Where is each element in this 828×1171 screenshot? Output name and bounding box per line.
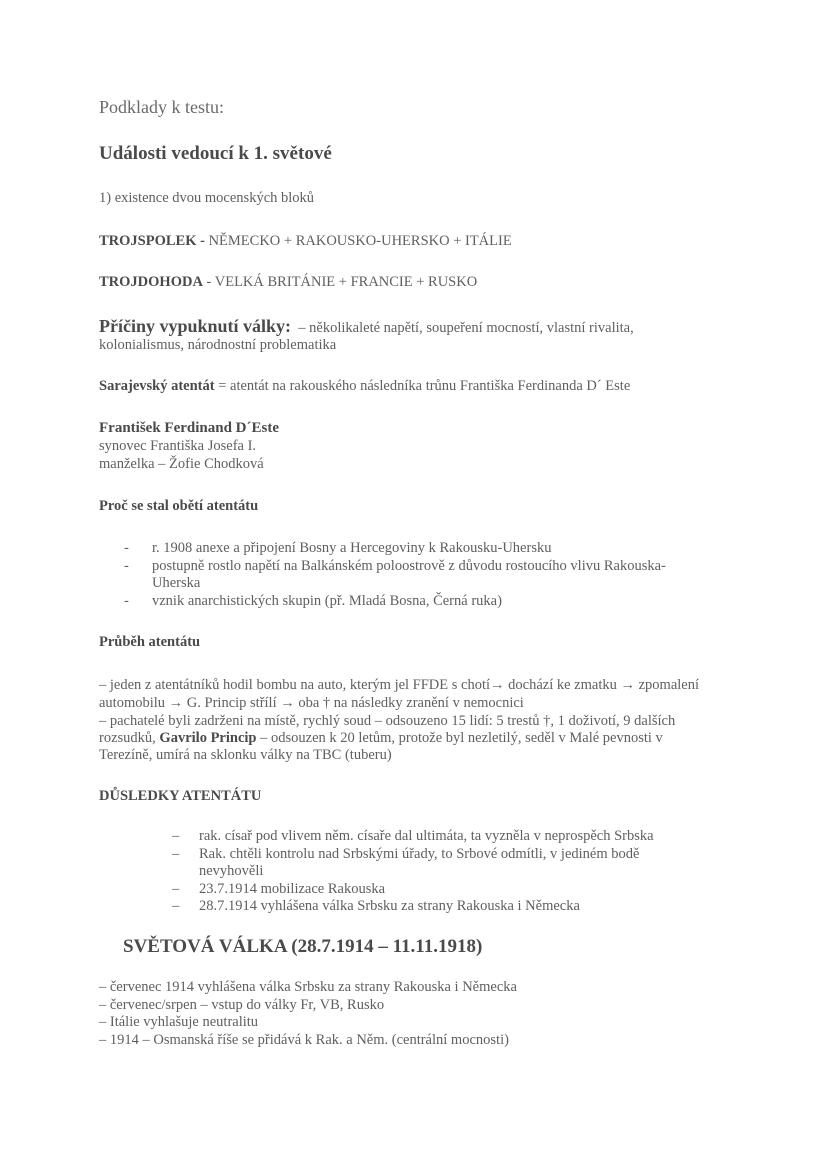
why-victim-heading: Proč se stal obětí atentátu (99, 498, 259, 514)
list-item: - r. 1908 anexe a připojení Bosny a Hercegoviny k Rakousku-Uhersku (124, 540, 552, 556)
why-victim-list (124, 540, 744, 610)
course-line-4: rozsudků, Gavrilo Princip – odsouzen k 20 letům, protože byl nezletilý, seděl v Malé pevnosti v (99, 730, 663, 746)
ferdinand-line-1: synovec Františka Josefa I. (99, 438, 257, 454)
list-item: – rak. císař pod vlivem něm. císaře dal ultimáta, ta vyzněla v neprospěch Srbska (172, 828, 654, 844)
list-item: - vznik anarchistických skupin (př. Mladá Bosna, Černá ruka) (124, 592, 502, 609)
bullet-dash: - (124, 592, 129, 609)
trojdohoda-label: TROJDOHODA (99, 274, 203, 290)
trojdohoda-text: - VELKÁ BRITÁNIE + FRANCIE + RUSKO (202, 274, 478, 290)
war-heading: SVĚTOVÁ VÁLKA (28.7.1914 – 11.11.1918) (123, 936, 483, 957)
list-item: - postupně rostlo napětí na Balkánském poloostrově z důvodu rostoucího vlivu Rakouska- (124, 557, 666, 574)
course-heading: Průběh atentátu (99, 634, 201, 650)
war-line-3: – Itálie vyhlašuje neutralitu (99, 1014, 259, 1030)
war-line-4: – 1914 – Osmanská říše se přidává k Rak. a Něm. (centrální mocnosti) (99, 1031, 509, 1048)
sarajevo-line (99, 378, 630, 395)
course-line-5: Terezíně, umírá na sklonku války na TBC (tuberu) (99, 747, 392, 763)
list-item: – 28.7.1914 vyhlášena válka Srbsku za strany Rakouska i Německa (172, 898, 580, 914)
sarajevo-text: = atentát na rakouského následníka trůnu Františka Ferdinanda D´ Este (214, 378, 631, 394)
bullet-dash: - (124, 540, 129, 556)
consequences-heading: DŮSLEDKY ATENTÁTU (99, 788, 262, 804)
consequences-list (172, 828, 732, 916)
causes-line-1 (99, 316, 634, 337)
trojspolek-line (99, 233, 512, 250)
causes-line-2: kolonialismus, národnostní problematika (99, 337, 337, 353)
course-line-3: – pachatelé byli zadrženi na místě, rychlý soud – odsouzeno 15 lidí: 5 trestů †, 1 doživotí, 9 dalších (99, 713, 676, 729)
list-item-continuation: Uherska (152, 575, 201, 591)
list-item: – 23.7.1914 mobilizace Rakouska (172, 880, 386, 897)
sarajevo-label: Sarajevský atentát (99, 378, 215, 394)
bullet-dash: – (172, 845, 180, 862)
list-item-continuation: nevyhověli (199, 863, 264, 879)
bullet-dash: - (124, 557, 129, 574)
war-lines (99, 979, 517, 1049)
point-1: 1) existence dvou mocenských bloků (99, 190, 315, 206)
ferdinand-name: František Ferdinand D´Este (99, 420, 279, 436)
list-item: – Rak. chtěli kontrolu nad Srbskými úřady, to Srbové odmítli, v jediném bodě (172, 845, 640, 862)
bullet-dash: – (172, 898, 180, 914)
bullet-dash: – (172, 880, 180, 897)
trojdohoda-line (99, 274, 477, 291)
ferdinand-line-2: manželka – Žofie Chodková (99, 456, 264, 472)
war-line-1: – červenec 1914 vyhlášena válka Srbsku za strany Rakouska i Německa (99, 979, 517, 995)
causes-label: Příčiny vypuknutí války: (99, 316, 292, 336)
gavrilo-princip: Gavrilo Princip (159, 730, 257, 746)
trojspolek-text: NĚMECKO + RAKOUSKO-UHERSKO + ITÁLIE (204, 233, 512, 249)
course-line-2: automobilu → G. Princip střílí → oba † na následky zranění v nemocnici (99, 695, 524, 711)
war-line-2: – červenec/srpen – vstup do války Fr, VB, Rusko (99, 996, 385, 1013)
causes-text-1: – několikaleté napětí, soupeření mocností, vlastní rivalita, (298, 320, 634, 336)
trojspolek-label: TROJSPOLEK - (99, 233, 205, 249)
intro-text: Podklady k testu: (99, 97, 224, 117)
course-line-1: – jeden z atentátníků hodil bombu na auto, kterým jel FFDE s chotí→ dochází ke zmatku → zpomalení (99, 677, 699, 693)
document-title: Události vedoucí k 1. světové (99, 143, 332, 164)
bullet-dash: – (172, 828, 180, 844)
